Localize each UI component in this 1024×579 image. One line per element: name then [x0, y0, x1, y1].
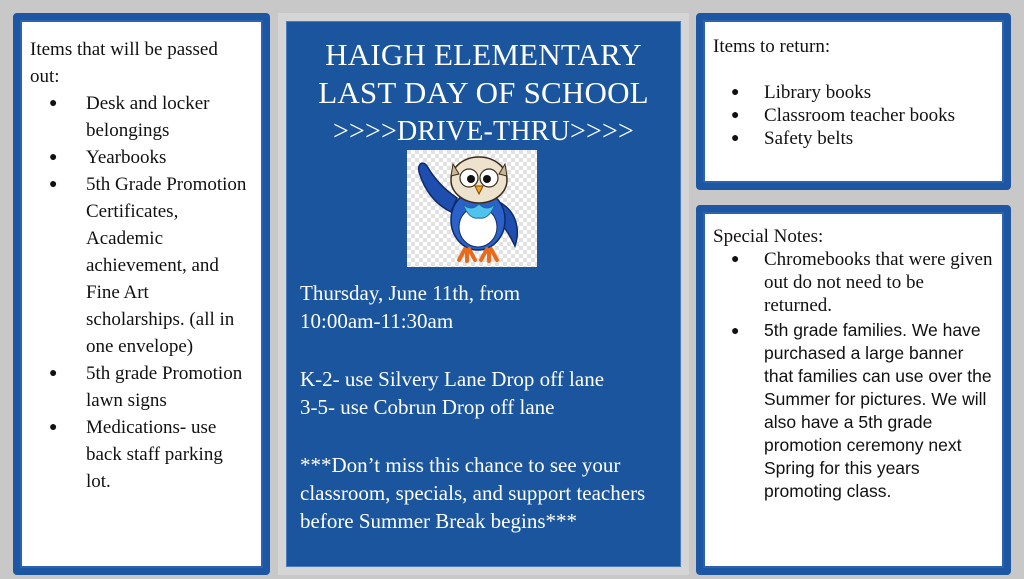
return-heading: Items to return: — [713, 36, 831, 57]
pass-out-list — [30, 90, 251, 495]
list-item: ● 5th grade families. We have purchased a large banner that families can use over the Summer for pictures. We will also have a 5th grade promotion ceremony next Spring for this years promoting class. — [713, 319, 994, 503]
notes-heading: Special Notes: — [713, 226, 824, 247]
notes-list — [713, 248, 994, 503]
event-note: ***Don’t miss this chance to see your classroom, specials, and support teachers before Summer Break begins*** — [300, 453, 646, 533]
school-name: HAIGH ELEMENTARY — [325, 37, 642, 72]
drive-thru-label: >>>>DRIVE-THRU>>>> — [332, 116, 635, 147]
event-title: LAST DAY OF SCHOOL — [318, 75, 649, 110]
list-item: ● Yearbooks — [30, 144, 251, 171]
event-date-line1: Thursday, June 11th, from — [300, 281, 521, 305]
lane-3-5: 3-5- use Cobrun Drop off lane — [300, 395, 555, 419]
announcement-panel — [278, 13, 689, 575]
notes-panel — [696, 205, 1011, 575]
list-item: ● 5th grade Promotion lawn signs — [30, 360, 251, 414]
event-date — [300, 279, 672, 335]
list-item: ● Desk and locker belongings — [30, 90, 251, 144]
list-item: ● 5th Grade Promotion Certificates, Academic achievement, and Fine Art scholarships. (all in one envelope) — [30, 171, 251, 360]
return-list — [713, 81, 994, 150]
return-panel — [696, 13, 1011, 190]
lane-k2: K-2- use Silvery Lane Drop off lane — [300, 367, 605, 391]
event-time: 10:00am-11:30am — [300, 309, 454, 333]
owl-mascot-icon — [407, 150, 537, 267]
pass-out-heading: Items that will be passed out: — [30, 39, 218, 87]
list-item: ● Classroom teacher books — [713, 104, 994, 127]
pass-out-panel — [13, 13, 270, 575]
announcement-card — [286, 21, 681, 567]
list-item: ● Chromebooks that were given out do not need to be returned. — [713, 248, 994, 317]
list-item: ● Safety belts — [713, 127, 994, 150]
list-item: ● Medications- use back staff parking lot. — [30, 414, 251, 495]
list-item: ● Library books — [713, 81, 994, 104]
lane-instructions — [300, 365, 672, 421]
